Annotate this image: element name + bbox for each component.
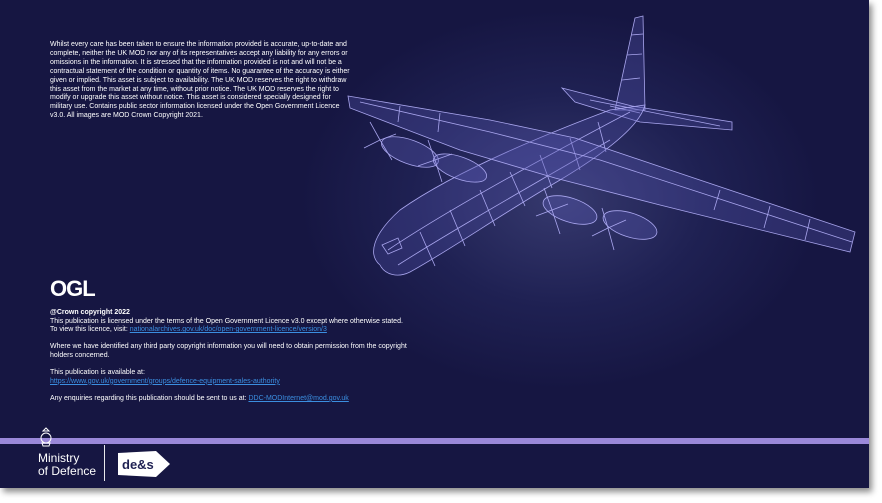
royal-crest-icon [38, 427, 54, 447]
copyright-info-block [50, 309, 430, 404]
enquiries-email-link[interactable]: DDC-MODInternet@mod.gov.uk [248, 394, 349, 402]
disclaimer-text: Whilst every care has been taken to ensure the information provided is accurate, up-to-date and complete, neither the UK MOD nor any of its representatives accept any liability for any errors or omissions in the information. It is stressed that the information provided is not and will not be a contractual statement of the condition or quantity of items. No guarantee of the accuracy is either given or implied. This asset is subject to availability. The UK MOD reserves the right to withdraw this asset from the market at any time, without prior notice. The UK MOD reserves the right to modify or upgrade this asset without notice. This asset is considered specially designed for military use. Contains public sector information licensed under the Open Government Licence v3.0. All images are MOD Crown Copyright 2021. [50, 41, 350, 120]
publication-link[interactable]: https://www.gov.uk/government/groups/defence-equipment-sales-authority [50, 377, 280, 385]
svg-text:OGL: OGL [50, 276, 95, 300]
enquiries-prefix: Any enquiries regarding this publication should be sent to us at: [50, 394, 249, 402]
licence-link[interactable]: nationalarchives.gov.uk/doc/open-government-licence/version/3 [129, 326, 327, 334]
ogl-logo [50, 276, 110, 300]
spacer [50, 361, 430, 370]
available-label: This publication is available at: [50, 369, 145, 377]
enquiries-line [50, 395, 430, 404]
view-licence-line [50, 326, 430, 335]
mod-logo-line1: Ministry [38, 451, 80, 465]
spacer [50, 335, 430, 344]
mod-logo-line2: of Defence [38, 464, 97, 478]
aircraft-wireframe-image [340, 10, 865, 300]
third-party-notice: Where we have identified any third party copyright information you will need to obtain permission from the copyright holders concerned. [50, 343, 407, 359]
copyright-heading: @Crown copyright 2022 [50, 309, 130, 316]
footer-stripe [0, 438, 869, 444]
footer-divider [104, 445, 105, 481]
svg-text:de&s: de&s [122, 457, 154, 472]
spacer [50, 386, 430, 395]
view-licence-prefix: To view this licence, visit: [50, 326, 130, 334]
licence-line: This publication is licensed under the terms of the Open Government Licence v3.0 except where otherwise stated. [50, 317, 403, 325]
des-logo [116, 449, 172, 479]
